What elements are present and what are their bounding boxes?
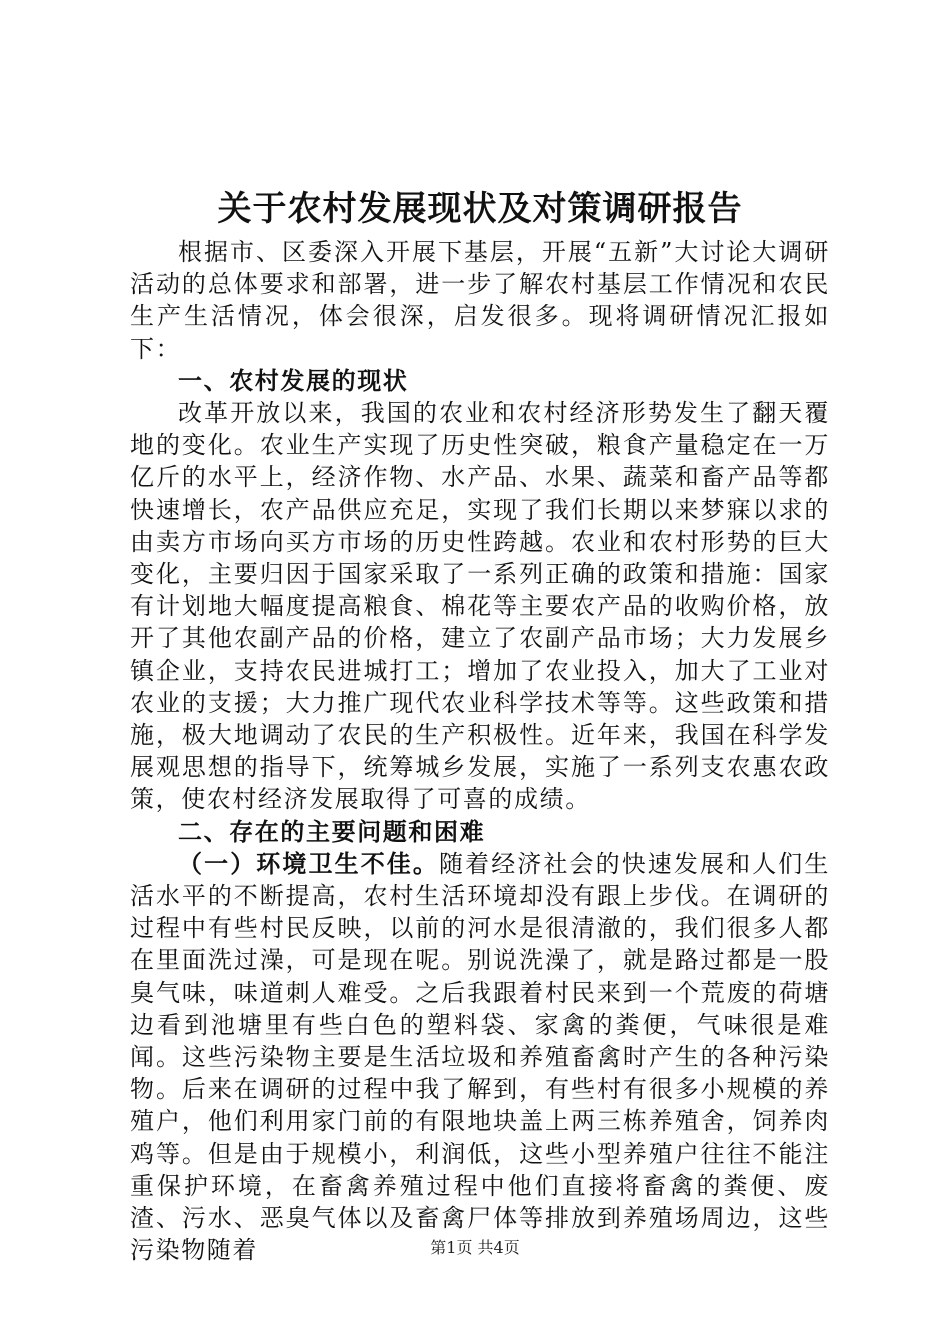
section-2-heading: 二、存在的主要问题和困难 bbox=[178, 816, 486, 846]
section-1-paragraph: 改革开放以来，我国的农业和农村经济形势发生了翻天覆地的变化。农业生产实现了历史性突破，粮食产量稳定在一万亿斤的水平上，经济作物、水产品、水果、蔬菜和畜产品等都快速增长，农产品供应充足，实现了我们长期以来梦寐以求的由卖方市场向买方市场的历史性跨越。农业和农村形势的巨大变化，主要归因于国家采取了一系列正确的政策和措施：国家有计划地大幅度提高粮食、棉花等主要农产品的收购价格，放开了其他农副产品的价格，建立了农副产品市场；大力发展乡镇企业，支持农民进城打工；增加了农业投入，加大了工业对农业的支援；大力推广现代农业科学技术等等。这些政策和措施，极大地调动了农民的生产积极性。近年来，我国在科学发展观思想的指导下，统筹城乡发展，实施了一系列支农惠农政策，使农村经济发展取得了可喜的成绩。 bbox=[130, 399, 830, 814]
section-2-sub-1-heading: （一）环境卫生不佳。 bbox=[178, 848, 439, 878]
section-2-sub-1-paragraph bbox=[130, 848, 830, 1267]
page-number-footer: 第1页 共4页 bbox=[430, 1238, 520, 1257]
section-1-heading: 一、农村发展的现状 bbox=[178, 365, 409, 395]
document-body bbox=[130, 236, 830, 1267]
intro-paragraph: 根据市、区委深入开展下基层，开展“五新”大讨论大调研活动的总体要求和部署，进一步了解农村基层工作情况和农民生产生活情况，体会很深，启发很多。现将调研情况汇报如下： bbox=[130, 238, 830, 363]
document-title: 关于农村发展现状及对策调研报告 bbox=[217, 189, 743, 229]
section-2-sub-1-text: 随着经济社会的快速发展和人们生活水平的不断提高，农村生活环境却没有跟上步伐。在调研的过程中有些村民反映，以前的河水是很清澈的，我们很多人都在里面洗过澡，可是现在呢。别说洗澡了，就是路过都是一股臭气味，味道刺人难受。之后我跟着村民来到一个荒废的荷塘边看到池塘里有些白色的塑料袋、家禽的粪便，气味很是难闻。这些污染物主要是生活垃圾和养殖畜禽时产生的各种污染物。后来在调研的过程中我了解到，有些村有很多小规模的养殖户，他们利用家门前的有限地块盖上两三栋养殖舍，饲养肉鸡等。但是由于规模小，利润低，这些小型养殖户往往不能注重保护环境，在畜禽养殖过程中他们直接将畜禽的粪便、废渣、污水、恶臭气体以及畜禽尸体等排放到养殖场周边，这些污染物随着 bbox=[130, 849, 830, 1265]
